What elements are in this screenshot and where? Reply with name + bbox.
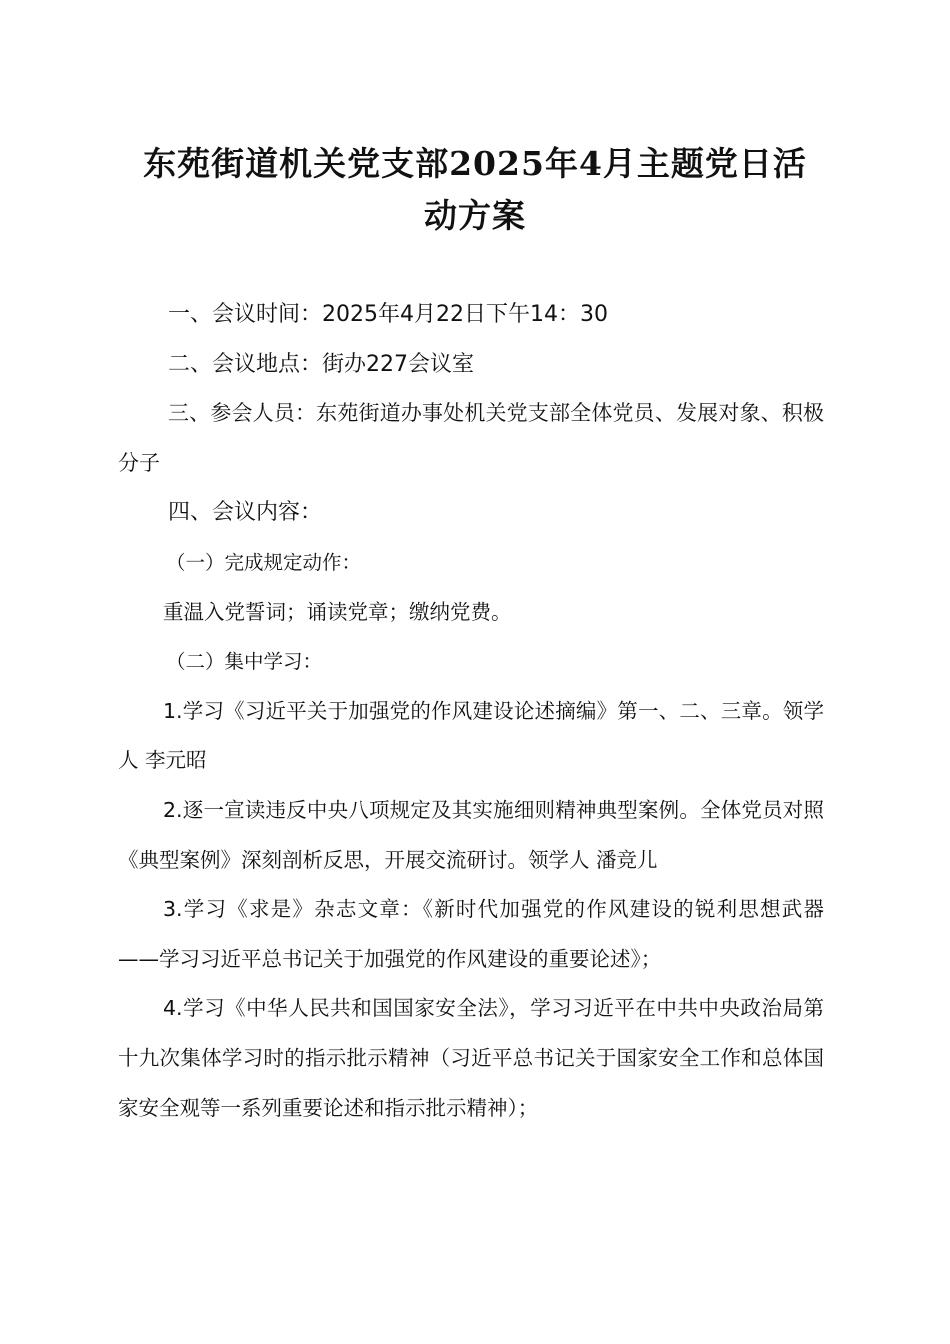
meeting-attendees: 三、参会人员：东苑街道办事处机关党支部全体党员、发展对象、积极分子: [118, 401, 824, 475]
meeting-place: 二、会议地点：街办227会议室: [168, 351, 474, 377]
study-item-1: 1.学习《习近平关于加强党的作风建设论述摘编》第一、二、三章。领学人 李元昭: [118, 698, 824, 773]
document-title: [110, 138, 840, 242]
meeting-content-heading: 四、会议内容：: [168, 500, 323, 526]
document-body: [118, 290, 824, 1133]
title-line-2: 动方案: [424, 196, 526, 235]
meeting-time: 一、会议时间：2025年4月22日下午14：30: [168, 302, 608, 327]
title-line-1: 东苑街道机关党支部2025年4月主题党日活: [143, 144, 807, 183]
part1-heading: （一）完成规定动作：: [166, 550, 362, 574]
study-item-4: 4.学习《中华人民共和国国家安全法》，学习习近平在中共中央政治局第十九次集体学习时的指示批示精神（习近平总书记关于国家安全工作和总体国家安全观等一系列重要论述和指示批示精神）；: [118, 996, 824, 1120]
part2-heading: （二）集中学习：: [166, 650, 323, 674]
study-item-2: 2.逐一宣读违反中央八项规定及其实施细则精神典型案例。全体党员对照《典型案例》深刻剖析反思，开展交流研讨。领学人 潘竞儿: [118, 797, 824, 872]
study-item-3: 3.学习《求是》杂志文章：《新时代加强党的作风建设的锐利思想武器——学习习近平总书记关于加强党的作风建设的重要论述》；: [118, 897, 824, 971]
part1-text: 重温入党誓词；诵读党章；缴纳党费。: [163, 599, 512, 624]
